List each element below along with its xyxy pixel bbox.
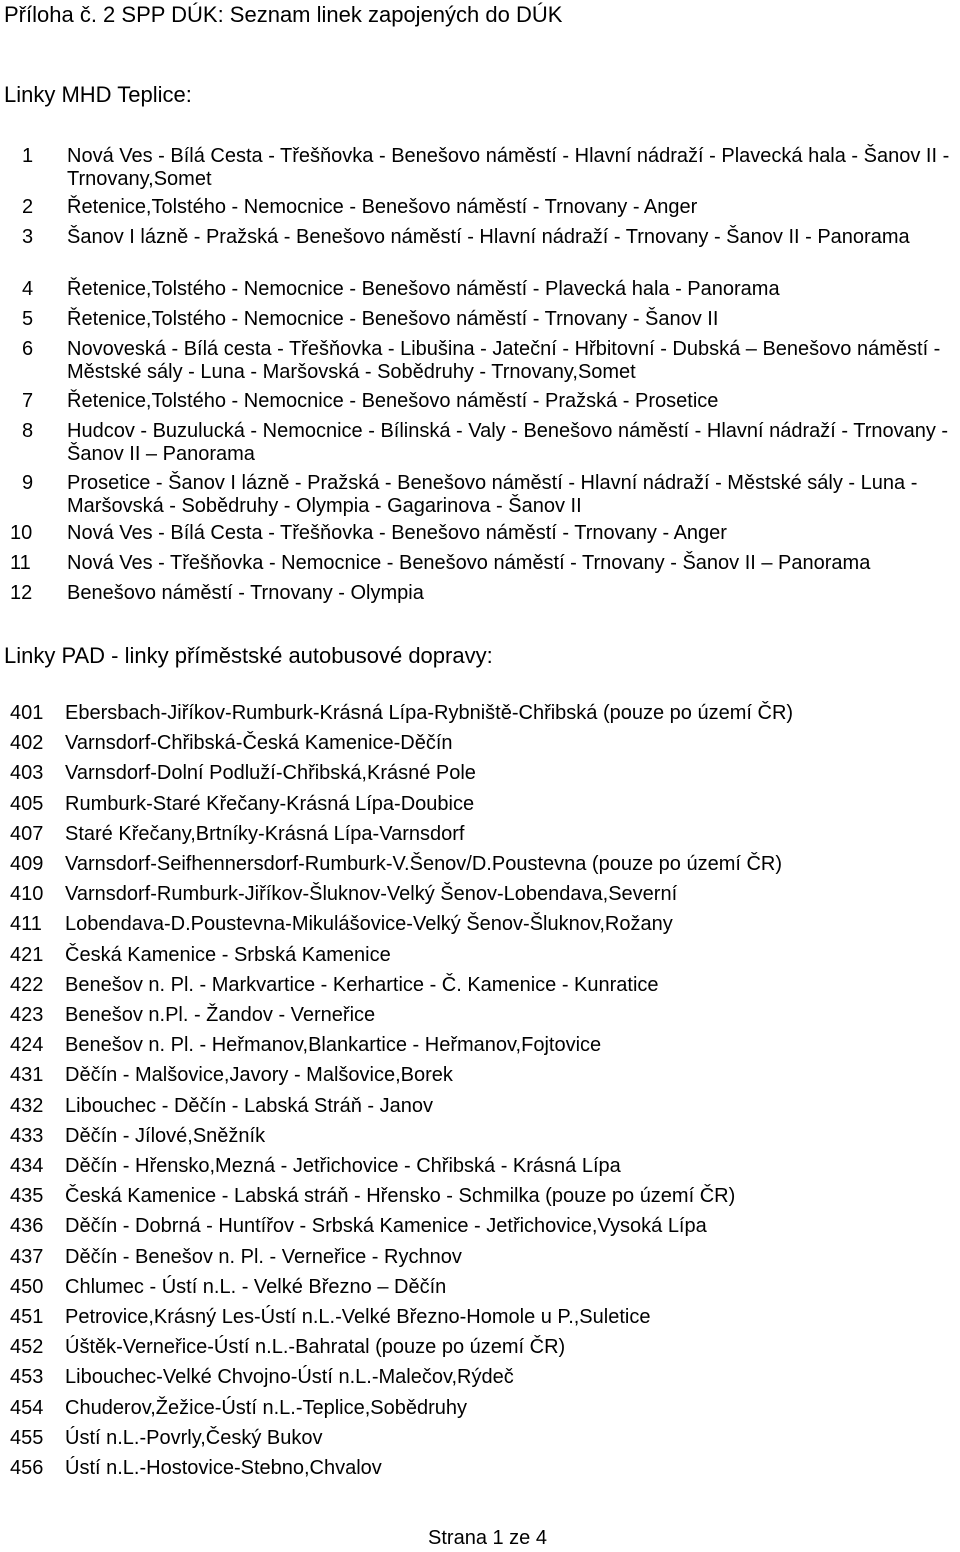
line-number: 2 <box>22 196 34 218</box>
line-route: Lobendava-D.Poustevna-Mikulášovice-Velký Šenov-Šluknov,Rožany <box>65 913 673 936</box>
line-number: 456 <box>10 1457 44 1479</box>
line-number: 435 <box>10 1185 44 1208</box>
line-route: Benešovo náměstí - Trnovany - Olympia <box>67 582 424 604</box>
line-route: Varnsdorf-Rumburk-Jiříkov-Šluknov-Velký Šenov-Lobendava,Severní <box>65 883 678 906</box>
line-route: Děčín - Benešov n. Pl. - Verneřice - Rychnov <box>65 1245 462 1268</box>
line-route: Varnsdorf-Dolní Podluží-Chřibská,Krásné Pole <box>65 762 476 785</box>
line-route: Šanov I lázně - Pražská - Benešovo náměstí - Hlavní nádraží - Trnovany - Šanov II - Panorama <box>67 226 910 248</box>
line-number: 4 <box>22 278 34 300</box>
line-route: Rumburk-Staré Křečany-Krásná Lípa-Doubice <box>65 792 475 815</box>
line-number: 453 <box>10 1366 44 1389</box>
line-number: 432 <box>10 1094 44 1117</box>
line-number: 10 <box>10 522 33 544</box>
line-route: Benešov n. Pl. - Markvartice - Kerhartice - Č. Kamenice - Kunratice <box>65 973 659 996</box>
line-route: Ústí n.L.-Hostovice-Stebno,Chvalov <box>65 1457 382 1479</box>
line-route: Hudcov - Buzulucká - Nemocnice - Bílinská - Valy - Benešovo náměstí - Hlavní nádraží - Trnovany - Šanov II – Panorama <box>67 420 949 465</box>
line-number: 436 <box>10 1215 44 1238</box>
line-route: Děčín - Dobrná - Huntířov - Srbská Kamenice - Jetřichovice,Vysoká Lípa <box>65 1215 707 1238</box>
line-number: 5 <box>22 308 34 330</box>
line-number: 454 <box>10 1396 44 1419</box>
line-route: Varnsdorf-Chřibská-Česká Kamenice-Děčín <box>65 732 453 755</box>
line-number: 6 <box>22 338 34 360</box>
line-route: Chlumec - Ústí n.L. - Velké Březno – Děčín <box>65 1275 447 1298</box>
line-number: 405 <box>10 792 44 815</box>
mhd-section-heading: Linky MHD Teplice: <box>4 82 192 107</box>
line-route: Nová Ves - Bílá Cesta - Třešňovka - Benešovo náměstí - Trnovany - Anger <box>67 522 727 544</box>
line-route: Nová Ves - Bílá Cesta - Třešňovka - Benešovo náměstí - Hlavní nádraží - Plavecká hala - Šanov II - Trnovany,Somet <box>67 145 950 190</box>
line-number: 431 <box>10 1064 44 1087</box>
line-number: 11 <box>10 552 31 574</box>
line-number: 410 <box>10 883 44 906</box>
line-route: Řetenice,Tolstého - Nemocnice - Benešovo náměstí - Plavecká hala - Panorama <box>67 278 780 300</box>
page-footer: Strana 1 ze 4 <box>428 1527 547 1549</box>
line-number: 424 <box>10 1034 44 1057</box>
line-number: 8 <box>22 420 34 442</box>
line-route: Novoveská - Bílá cesta - Třešňovka - Libušina - Jateční - Hřbitovní - Dubská – Benešovo náměstí - Městské sály - Luna - Maršovská - Sobědruhy - Trnovany,Somet <box>67 338 941 383</box>
pad-section-heading: Linky PAD - linky příměstské autobusové dopravy: <box>4 643 493 668</box>
line-number: 433 <box>10 1124 44 1147</box>
line-route: Ústí n.L.-Povrly,Český Bukov <box>65 1426 323 1449</box>
line-route: Úštěk-Verneřice-Ústí n.L.-Bahratal (pouze po území ČR) <box>65 1336 566 1359</box>
line-route: Řetenice,Tolstého - Nemocnice - Benešovo náměstí - Pražská - Prosetice <box>67 390 719 412</box>
line-route: Česká Kamenice - Srbská Kamenice <box>65 943 391 966</box>
line-route: Řetenice,Tolstého - Nemocnice - Benešovo náměstí - Trnovany - Šanov II <box>67 308 719 330</box>
line-route: Česká Kamenice - Labská stráň - Hřensko - Schmilka (pouze po území ČR) <box>65 1185 736 1208</box>
line-number: 423 <box>10 1004 44 1026</box>
line-route: Děčín - Malšovice,Javory - Malšovice,Borek <box>65 1064 453 1087</box>
line-route: Děčín - Jílové,Sněžník <box>65 1124 266 1147</box>
line-route: Benešov n. Pl. - Heřmanov,Blankartice - Heřmanov,Fojtovice <box>65 1034 602 1057</box>
line-number: 409 <box>10 853 44 875</box>
line-number: 450 <box>10 1275 44 1298</box>
line-number: 437 <box>10 1245 44 1268</box>
line-number: 411 <box>10 913 42 936</box>
line-number: 422 <box>10 973 44 996</box>
line-number: 452 <box>10 1336 44 1359</box>
line-number: 401 <box>10 702 44 724</box>
line-route: Libouchec - Děčín - Labská Stráň - Janov <box>65 1094 433 1117</box>
line-number: 455 <box>10 1426 44 1449</box>
line-route: Prosetice - Šanov I lázně - Pražská - Benešovo náměstí - Hlavní nádraží - Městské sály - Luna - Maršovská - Sobědruhy - Olympia - Gagarinova - Šanov II <box>67 472 918 517</box>
line-number: 12 <box>10 582 33 604</box>
line-route: Varnsdorf-Seifhennersdorf-Rumburk-V.Šenov/D.Poustevna (pouze po území ČR) <box>65 853 783 875</box>
line-route: Staré Křečany,Brtníky-Krásná Lípa-Varnsdorf <box>65 822 465 845</box>
line-number: 1 <box>22 145 34 167</box>
line-route: Děčín - Hřensko,Mezná - Jetřichovice - Chřibská - Krásná Lípa <box>65 1155 621 1177</box>
line-number: 9 <box>22 472 34 494</box>
line-number: 403 <box>10 762 44 785</box>
line-number: 3 <box>22 226 34 248</box>
line-number: 402 <box>10 732 44 755</box>
line-number: 451 <box>10 1306 44 1328</box>
line-route: Petrovice,Krásný Les-Ústí n.L.-Velké Březno-Homole u P.,Suletice <box>65 1306 651 1328</box>
line-number: 7 <box>22 390 34 412</box>
line-route: Nová Ves - Třešňovka - Nemocnice - Benešovo náměstí - Trnovany - Šanov II – Panorama <box>67 552 871 574</box>
line-route: Benešov n.Pl. - Žandov - Verneřice <box>65 1004 376 1026</box>
document-title: Příloha č. 2 SPP DÚK: Seznam linek zapojených do DÚK <box>4 2 563 27</box>
line-number: 421 <box>10 943 44 966</box>
line-number: 407 <box>10 822 44 845</box>
line-route: Ebersbach-Jiříkov-Rumburk-Krásná Lípa-Rybniště-Chřibská (pouze po území ČR) <box>65 702 794 724</box>
line-route: Chuderov,Žežice-Ústí n.L.-Teplice,Sobědruhy <box>65 1396 468 1419</box>
line-number: 434 <box>10 1155 44 1177</box>
line-route: Řetenice,Tolstého - Nemocnice - Benešovo náměstí - Trnovany - Anger <box>67 196 698 218</box>
line-route: Libouchec-Velké Chvojno-Ústí n.L.-Malečov,Rýdeč <box>65 1366 514 1389</box>
